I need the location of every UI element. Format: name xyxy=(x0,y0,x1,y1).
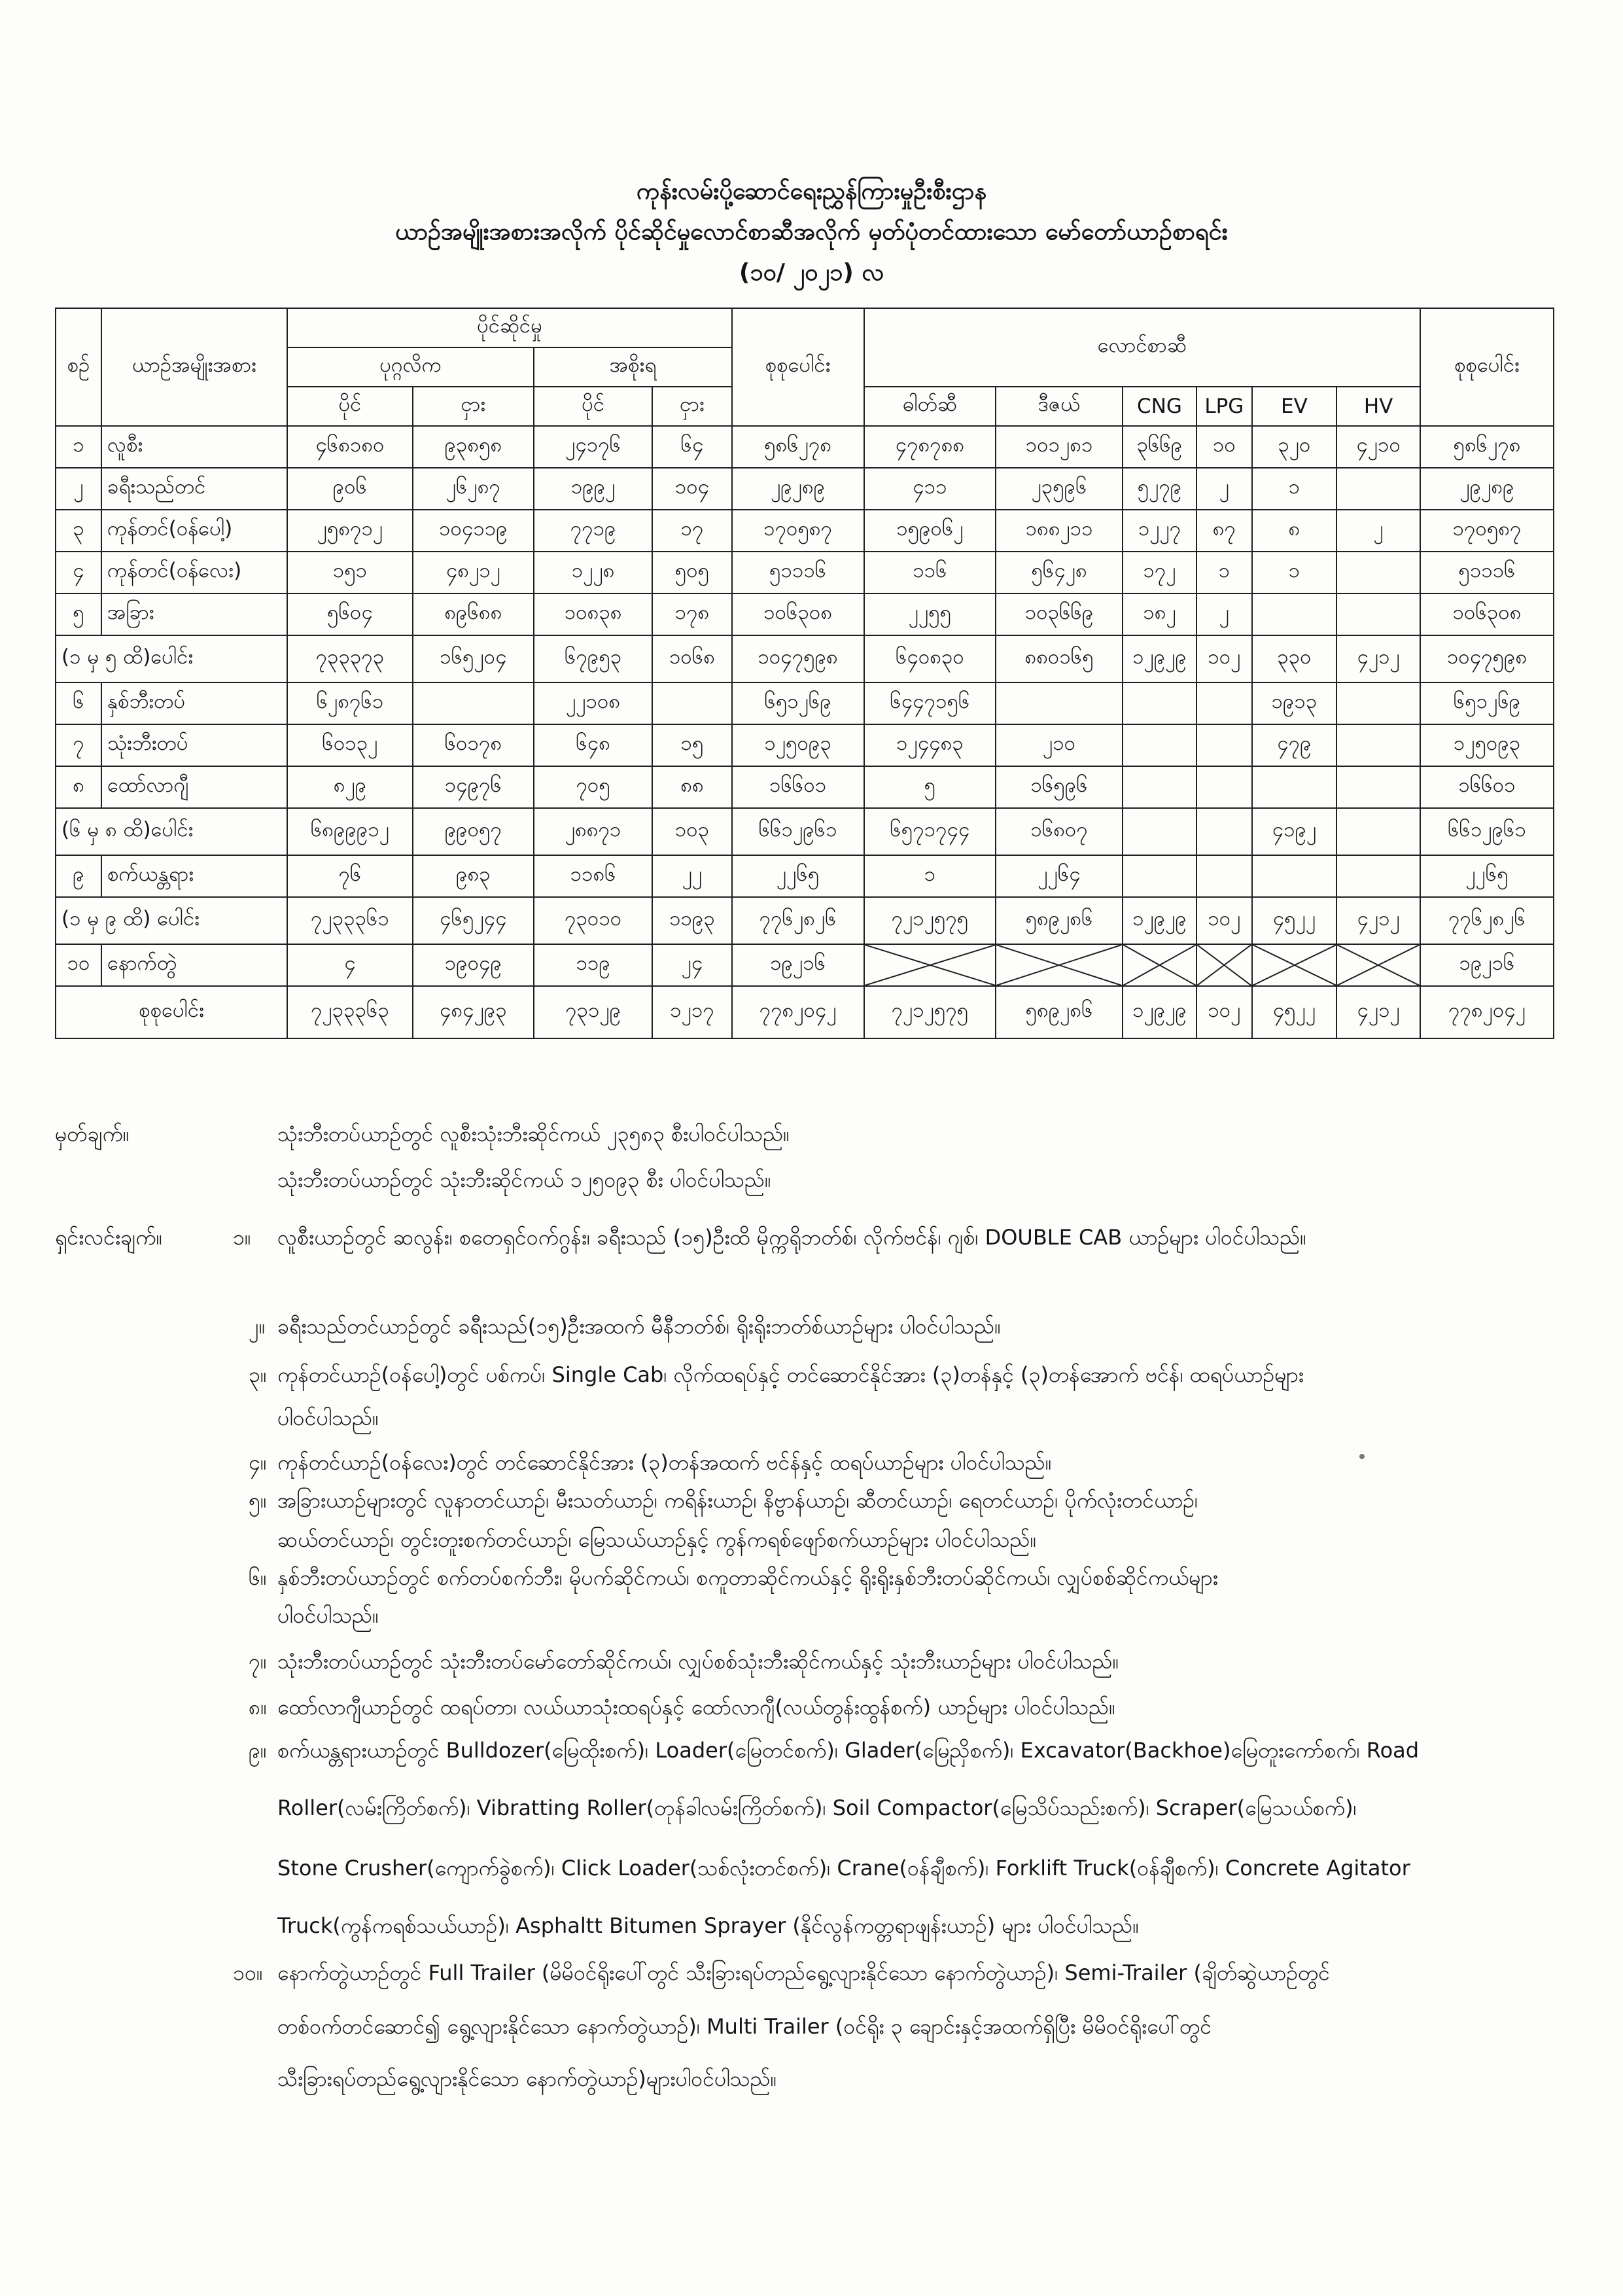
cell-fuel-total: ၁၀၄၇၅၉၈ xyxy=(1420,635,1554,682)
cell-hv xyxy=(1336,766,1420,808)
row-no: ၁၀ xyxy=(56,944,101,986)
cell-ownership-total: ၁၀၄၇၅၉၈ xyxy=(732,635,864,682)
table-row xyxy=(56,766,1554,808)
list-item-number: ၉။ xyxy=(249,1738,267,1763)
cell-govt-hire: ၆၄ xyxy=(652,426,732,468)
header-total: စုစုပေါင်း xyxy=(732,308,864,426)
cell-cng: ၃၆၆၉ xyxy=(1123,426,1196,468)
cell-private-hire: ၄၈၄၂၉၃ xyxy=(413,986,534,1038)
list-item-text: Stone Crusher(ကျောက်ခွဲစက်)၊ Click Loader(သစ်လုံးတင်စက်)၊ Crane(ဝန်ချီစက်)၊ Forklift Truck(ဝန်ချီစက်)၊ Concrete Agitator xyxy=(277,1856,1410,1881)
remark-line: သုံးဘီးတပ်ယာဉ်တွင် လူစီးသုံးဘီးဆိုင်ကယ် ၂၃၅၈၃ စီးပါဝင်ပါသည်။ xyxy=(277,1122,790,1146)
cell-private-hire: ၁၀၄၁၁၉ xyxy=(413,510,534,552)
cell-fuel-total: ၂၉၂၈၉ xyxy=(1420,468,1554,510)
row-vehicle-type: အခြား xyxy=(101,593,287,635)
cell-private-hire xyxy=(413,682,534,724)
cell-govt-own: ၁၉၉၂ xyxy=(534,468,652,510)
list-item-text: အခြားယာဉ်များတွင် လူနာတင်ယာဉ်၊ မီးသတ်ယာဉ်၊ ကရိန်းယာဉ်၊ နိဗ္ဗာန်ယာဉ်၊ ဆီတင်ယာဉ်၊ ရေတင်ယာဉ်၊ ပိုက်လုံးတင်ယာဉ်၊ xyxy=(277,1488,1198,1513)
cell-fuel-total: ၇၇၆၂၈၂၆ xyxy=(1420,897,1554,944)
cell-petrol: ၇၂၁၂၅၇၅ xyxy=(864,897,996,944)
cell-private-own: ၆၀၁၃၂ xyxy=(287,724,413,766)
cell-private-own: ၈၂၉ xyxy=(287,766,413,808)
cell-ev: ၁ xyxy=(1252,552,1337,593)
cell-hv: ၄၂၁၂ xyxy=(1336,635,1420,682)
cell-cng: ၁၈၂ xyxy=(1123,593,1196,635)
header-govt-hire: ငှား xyxy=(652,387,732,426)
cell-ev: ၃၃၀ xyxy=(1252,635,1337,682)
header-total2: စုစုပေါင်း xyxy=(1420,308,1554,426)
row-no: ၇ xyxy=(56,724,101,766)
cell-private-own: ၆၈၉၉၉၁၂ xyxy=(287,808,413,855)
cell-hv: ၄၂၁၂ xyxy=(1336,897,1420,944)
cell-hv xyxy=(1336,468,1420,510)
cell-cng xyxy=(1123,682,1196,724)
cell-diesel: ၅၆၄၂၈ xyxy=(996,552,1123,593)
cell-ev: ၄၅၂၂ xyxy=(1252,986,1337,1038)
list-item-text: ပါဝင်ပါသည်။ xyxy=(277,1405,379,1430)
cell-private-own: ၆၂၈၇၆၁ xyxy=(287,682,413,724)
row-vehicle-type: နှစ်ဘီးတပ် xyxy=(101,682,287,724)
cell-cng xyxy=(1123,808,1196,855)
cell-hv xyxy=(1336,682,1420,724)
cell-govt-own: ၆၄၈ xyxy=(534,724,652,766)
cell-govt-hire: ၁၀၆၈ xyxy=(652,635,732,682)
cell-fuel-total: ၁၀၆၃၀၈ xyxy=(1420,593,1554,635)
cell-petrol: ၁၁၆ xyxy=(864,552,996,593)
cell-govt-own: ၂၈၈၇၁ xyxy=(534,808,652,855)
cell-diesel: ၅၈၉၂၈၆ xyxy=(996,897,1123,944)
cell-diesel: ၁၆၅၉၆ xyxy=(996,766,1123,808)
table-row xyxy=(56,724,1554,766)
list-item-text: ကုန်တင်ယာဉ်(ဝန်ပေါ့)တွင် ပစ်ကပ်၊ Single Cab၊ လိုက်ထရပ်နှင့် တင်ဆောင်နိုင်အား (၃)တန်နှင့် (၃)တန်အောက် ဗင်န်၊ ထရပ်ယာဉ်များ xyxy=(277,1362,1304,1387)
cell-ev: ၄၁၉၂ xyxy=(1252,808,1337,855)
cell-petrol: ၄၇၈၇၈၈ xyxy=(864,426,996,468)
row-no: ၄ xyxy=(56,552,101,593)
list-item-text: သီးခြားရပ်တည်ရွေ့လျားနိုင်သော နောက်တွဲယာဉ်)များပါဝင်ပါသည်။ xyxy=(277,2066,777,2091)
list-item-text: နောက်တွဲယာဉ်တွင် Full Trailer (မိမိဝင်ရိုးပေါ်တွင် သီးခြားရပ်တည်ရွေ့လျားနိုင်သော နောက်တွဲယာဉ်)၊ Semi-Trailer (ချိတ်ဆွဲယာဉ်တွင် xyxy=(277,1960,1330,1985)
cell-govt-hire: ၁၁၉၃ xyxy=(652,897,732,944)
cell-ownership-total: ၆၅၁၂၆၉ xyxy=(732,682,864,724)
cell-diesel: ၅၈၉၂၈၆ xyxy=(996,986,1123,1038)
cell-govt-hire: ၁၀၃ xyxy=(652,808,732,855)
cell-ownership-total: ၁၇၀၅၈၇ xyxy=(732,510,864,552)
cell-diesel: ၁၈၈၂၁၁ xyxy=(996,510,1123,552)
subtotal-label: (၁ မှ ၅ ထိ)ပေါင်း xyxy=(56,635,287,682)
cell-fuel-total: ၅၈၆၂၇၈ xyxy=(1420,426,1554,468)
cell-cng xyxy=(1123,766,1196,808)
header-govt: အစိုးရ xyxy=(534,347,732,387)
list-item-text: တစ်ဝက်တင်ဆောင်၍ ရွေ့လျားနိုင်သော နောက်တွဲယာဉ်)၊ Multi Trailer (ဝင်ရိုး ၃ ချောင်းနှင့်အထက်ရှိပြီး မိမိဝင်ရိုးပေါ်တွင် xyxy=(277,2014,1212,2039)
cell-lpg xyxy=(1196,855,1251,897)
crossed-out-cell xyxy=(996,944,1123,986)
cell-lpg: ၁၀၂ xyxy=(1196,635,1251,682)
cell-govt-own: ၁၀၈၃၈ xyxy=(534,593,652,635)
list-item-number: ၂။ xyxy=(249,1314,266,1339)
cell-govt-own: ၆၇၉၅၃ xyxy=(534,635,652,682)
cell-cng: ၁၂၉၂၉ xyxy=(1123,635,1196,682)
table-row xyxy=(56,855,1554,897)
cell-ev: ၄၅၂၂ xyxy=(1252,897,1337,944)
table-row xyxy=(56,944,1554,986)
cell-govt-own: ၁၁၈၆ xyxy=(534,855,652,897)
department-title: ကုန်းလမ်းပို့ဆောင်ရေးညွှန်ကြားမှုဦးစီးဌာန xyxy=(636,178,987,205)
cell-private-own: ၇၂၃၃၃၆၁ xyxy=(287,897,413,944)
cell-private-hire: ၄၈၂၁၂ xyxy=(413,552,534,593)
cell-ev: ၈ xyxy=(1252,510,1337,552)
document-header xyxy=(0,171,1623,293)
cell-petrol: ၇၂၁၂၅၇၅ xyxy=(864,986,996,1038)
cell-fuel-total: ၅၁၁၁၆ xyxy=(1420,552,1554,593)
list-item-text: Truck(ကွန်ကရစ်သယ်ယာဉ်)၊ Asphaltt Bitumen Sprayer (နိုင်လွန်ကတ္တရာဖျန်းယာဉ်) များ ပါဝင်ပါသည်။ xyxy=(277,1913,1140,1938)
cell-fuel-total: ၆၅၁၂၆၉ xyxy=(1420,682,1554,724)
header-vehicle-type: ယာဉ်အမျိုးအစား xyxy=(101,308,287,426)
cell-ownership-total: ၁၀၆၃၀၈ xyxy=(732,593,864,635)
list-item-text: သုံးဘီးတပ်ယာဉ်တွင် သုံးဘီးတပ်မော်တော်ဆိုင်ကယ်၊ လျှပ်စစ်သုံးဘီးဆိုင်ကယ်နှင့် သုံးဘီးယာဉ်များ ပါဝင်ပါသည်။ xyxy=(277,1649,1119,1674)
cell-ownership-total: ၇၇၆၂၈၂၆ xyxy=(732,897,864,944)
list-item-number: ၁။ xyxy=(233,1225,251,1250)
cell-diesel: ၂၂၆၄ xyxy=(996,855,1123,897)
list-item-text: ဆယ်တင်ယာဉ်၊ တွင်းတူးစက်တင်ယာဉ်၊ မြေသယ်ယာဉ်နှင့် ကွန်ကရစ်ဖျော်စက်ယာဉ်များ ပါဝင်ပါသည်။ xyxy=(277,1527,1037,1552)
row-vehicle-type: ကုန်တင်(ဝန်လေး) xyxy=(101,552,287,593)
cell-ev: ၄၇၉ xyxy=(1252,724,1337,766)
cell-hv xyxy=(1336,593,1420,635)
cell-lpg xyxy=(1196,724,1251,766)
row-vehicle-type: ထော်လာဂျီ xyxy=(101,766,287,808)
cell-lpg xyxy=(1196,682,1251,724)
cell-petrol: ၄၁၁ xyxy=(864,468,996,510)
cell-govt-own: ၇၀၅ xyxy=(534,766,652,808)
cell-private-own: ၅၆၀၄ xyxy=(287,593,413,635)
list-item-text: Roller(လမ်းကြိတ်စက်)၊ Vibratting Roller(တုန်ခါလမ်းကြိတ်စက်)၊ Soil Compactor(မြေသိပ်သည်းစက်)၊ Scraper(မြေသယ်စက်)၊ xyxy=(277,1795,1357,1820)
cell-diesel: ၂၁၀ xyxy=(996,724,1123,766)
cell-ownership-total: ၅၈၆၂၇၈ xyxy=(732,426,864,468)
cell-lpg xyxy=(1196,808,1251,855)
list-item-text: နှစ်ဘီးတပ်ယာဉ်တွင် စက်တပ်စက်ဘီး၊ မိုပက်ဆိုင်ကယ်၊ စကူတာဆိုင်ကယ်နှင့် ရိုးရိုးနှစ်ဘီးတပ်ဆိုင်ကယ်၊ လျှပ်စစ်ဆိုင်ကယ်များ xyxy=(277,1565,1218,1590)
cell-govt-hire xyxy=(652,682,732,724)
cell-fuel-total: ၇၇၈၂၀၄၂ xyxy=(1420,986,1554,1038)
table-row xyxy=(56,552,1554,593)
cell-fuel-total: ၂၂၆၅ xyxy=(1420,855,1554,897)
cell-cng: ၁၂၉၂၉ xyxy=(1123,986,1196,1038)
cell-private-hire: ၁၆၅၂၀၄ xyxy=(413,635,534,682)
cell-diesel: ၂၃၅၉၆ xyxy=(996,468,1123,510)
list-item-number: ၁၀။ xyxy=(233,1960,263,1985)
cell-govt-own: ၂၄၁၇၆ xyxy=(534,426,652,468)
subtotal-label: (၆ မှ ၈ ထိ)ပေါင်း xyxy=(56,808,287,855)
list-item-number: ၇။ xyxy=(249,1649,267,1674)
subtotal-label: (၁ မှ ၉ ထိ) ပေါင်း xyxy=(56,897,287,944)
cell-petrol: ၅ xyxy=(864,766,996,808)
explanation-label: ရှင်းလင်းချက်။ xyxy=(55,1225,163,1250)
list-item-text: လူစီးယာဉ်တွင် ဆလွန်း၊ စတေရှင်ဝက်ဂွန်း၊ ခရီးသည် (၁၅)ဦးထိ မိုက္ကရိုဘတ်စ်၊ လိုက်ဗင်န်၊ ဂျစ်၊ DOUBLE CAB ယာဉ်များ ပါဝင်ပါသည်။ xyxy=(277,1225,1306,1250)
row-no: ၂ xyxy=(56,468,101,510)
cell-diesel: ၁၀၁၂၈၁ xyxy=(996,426,1123,468)
cell-ownership-total: ၇၇၈၂၀၄၂ xyxy=(732,986,864,1038)
row-vehicle-type: သုံးဘီးတပ် xyxy=(101,724,287,766)
cell-govt-hire: ၂၂ xyxy=(652,855,732,897)
cell-private-own: ၄ xyxy=(287,944,413,986)
cell-fuel-total: ၁၆၆၀၁ xyxy=(1420,766,1554,808)
row-vehicle-type: ကုန်တင်(ဝန်ပေါ့) xyxy=(101,510,287,552)
cell-ownership-total: ၂၂၆၅ xyxy=(732,855,864,897)
crossed-out-cell xyxy=(1336,944,1420,986)
cell-petrol: ၁၂၄၄၈၃ xyxy=(864,724,996,766)
cell-private-own: ၇၂၃၃၃၆၃ xyxy=(287,986,413,1038)
cell-govt-own: ၁၂၂၈ xyxy=(534,552,652,593)
header-diesel: ဒီဇယ် xyxy=(996,387,1123,426)
cell-ev: ၁ xyxy=(1252,468,1337,510)
cell-lpg xyxy=(1196,766,1251,808)
cell-private-own: ၁၅၁ xyxy=(287,552,413,593)
cell-ownership-total: ၂၉၂၈၉ xyxy=(732,468,864,510)
header-lpg: LPG xyxy=(1196,387,1251,426)
cell-cng: ၁၂၉၂၉ xyxy=(1123,897,1196,944)
cell-lpg: ၁၀၂ xyxy=(1196,986,1251,1038)
cell-govt-hire: ၁၂၁၇ xyxy=(652,986,732,1038)
header-no: စဉ် xyxy=(56,308,101,426)
list-item-number: ၃။ xyxy=(249,1362,267,1387)
cell-lpg: ၈၇ xyxy=(1196,510,1251,552)
header-fuel: လောင်စာဆီ xyxy=(864,308,1421,387)
cell-hv: ၄၂၁၀ xyxy=(1336,426,1420,468)
list-item-text: ပါဝင်ပါသည်။ xyxy=(277,1603,379,1628)
cell-govt-hire: ၅၀၅ xyxy=(652,552,732,593)
table-row xyxy=(56,682,1554,724)
cell-lpg: ၂ xyxy=(1196,468,1251,510)
cell-ownership-total: ၅၁၁၁၆ xyxy=(732,552,864,593)
scan-speck xyxy=(1359,1454,1365,1459)
header-govt-own: ပိုင် xyxy=(534,387,652,426)
cell-ownership-total: ၁၉၂၁၆ xyxy=(732,944,864,986)
table-row xyxy=(56,468,1554,510)
cell-hv: ၄၂၁၂ xyxy=(1336,986,1420,1038)
cell-petrol: ၆၅၇၁၇၄၄ xyxy=(864,808,996,855)
list-item-text: ခရီးသည်တင်ယာဉ်တွင် ခရီးသည်(၁၅)ဦးအထက် မီနီဘတ်စ်၊ ရိုးရိုးဘတ်စ်ယာဉ်များ ပါဝင်ပါသည်။ xyxy=(277,1314,1001,1339)
cell-cng: ၁၂၂၇ xyxy=(1123,510,1196,552)
cell-petrol: ၂၂၅၅ xyxy=(864,593,996,635)
header-petrol: ဓါတ်ဆီ xyxy=(864,387,996,426)
cell-cng xyxy=(1123,724,1196,766)
cell-ownership-total: ၆၆၁၂၉၆၁ xyxy=(732,808,864,855)
list-item-number: ၆။ xyxy=(249,1565,267,1590)
cell-ownership-total: ၁၆၆၀၁ xyxy=(732,766,864,808)
cell-hv xyxy=(1336,855,1420,897)
list-item-text: ကုန်တင်ယာဉ်(ဝန်လေး)တွင် တင်ဆောင်နိုင်အား (၃)တန်အထက် ဗင်န်နှင့် ထရပ်ယာဉ်များ ပါဝင်ပါသည်။ xyxy=(277,1450,1052,1475)
vehicle-registration-table xyxy=(55,308,1554,1039)
header-hv: HV xyxy=(1336,387,1420,426)
header-cng: CNG xyxy=(1123,387,1196,426)
cell-govt-hire: ၁၇ xyxy=(652,510,732,552)
remark-line: သုံးဘီးတပ်ယာဉ်တွင် သုံးဘီးဆိုင်ကယ် ၁၂၅၀၉၃ စီး ပါဝင်ပါသည်။ xyxy=(277,1167,771,1192)
cell-lpg: ၁ xyxy=(1196,552,1251,593)
cell-govt-own: ၇၃၀၁၀ xyxy=(534,897,652,944)
cell-private-own: ၂၅၈၇၁၂ xyxy=(287,510,413,552)
cell-private-own: ၉၀၆ xyxy=(287,468,413,510)
cell-petrol: ၆၄၀၈၃၀ xyxy=(864,635,996,682)
cell-ev xyxy=(1252,855,1337,897)
cell-lpg: ၂ xyxy=(1196,593,1251,635)
cell-ev: ၁၉၁၃ xyxy=(1252,682,1337,724)
cell-govt-hire: ၁၀၄ xyxy=(652,468,732,510)
cell-hv: ၂ xyxy=(1336,510,1420,552)
row-vehicle-type: နောက်တွဲ xyxy=(101,944,287,986)
grand-total-label: စုစုပေါင်း xyxy=(56,986,287,1038)
cell-private-hire: ၉၈၃ xyxy=(413,855,534,897)
cell-ownership-total: ၁၂၅၀၉၃ xyxy=(732,724,864,766)
header-ev: EV xyxy=(1252,387,1337,426)
cell-diesel: ၁၆၈၀၇ xyxy=(996,808,1123,855)
cell-private-own: ၇၆ xyxy=(287,855,413,897)
cell-ev: ၃၂၀ xyxy=(1252,426,1337,468)
list-item-number: ၈။ xyxy=(249,1695,267,1720)
crossed-out-cell xyxy=(1196,944,1251,986)
cell-diesel: ၈၈၀၁၆၅ xyxy=(996,635,1123,682)
crossed-out-cell xyxy=(1252,944,1337,986)
cell-private-hire: ၈၉၆၈၈ xyxy=(413,593,534,635)
cell-ev xyxy=(1252,593,1337,635)
cell-petrol: ၁၅၉၀၆၂ xyxy=(864,510,996,552)
header-private-hire: ငှား xyxy=(413,387,534,426)
cell-govt-own: ၁၁၉ xyxy=(534,944,652,986)
list-item-text: ထော်လာဂျီယာဉ်တွင် ထရပ်တာ၊ လယ်ယာသုံးထရပ်နှင့် ထော်လာဂျီ(လယ်တွန်းထွန်စက်) ယာဉ်များ ပါဝင်ပါသည်။ xyxy=(277,1695,1115,1720)
table-row xyxy=(56,426,1554,468)
subtotal-row xyxy=(56,808,1554,855)
header-private: ပုဂ္ဂလိက xyxy=(287,347,534,387)
row-vehicle-type: စက်ယန္တရား xyxy=(101,855,287,897)
cell-govt-own: ၇၇၁၉ xyxy=(534,510,652,552)
header-private-own: ပိုင် xyxy=(287,387,413,426)
cell-govt-hire: ၁၇၈ xyxy=(652,593,732,635)
cell-govt-hire: ၈၈ xyxy=(652,766,732,808)
row-no: ၈ xyxy=(56,766,101,808)
row-vehicle-type: လူစီး xyxy=(101,426,287,468)
report-period: (၁၀/ ၂၀၂၁) လ xyxy=(739,259,884,286)
cell-ev xyxy=(1252,766,1337,808)
remark-label: မှတ်ချက်။ xyxy=(55,1122,130,1146)
row-no: ၉ xyxy=(56,855,101,897)
row-no: ၅ xyxy=(56,593,101,635)
cell-lpg: ၁၀၂ xyxy=(1196,897,1251,944)
table-row xyxy=(56,510,1554,552)
cell-private-hire: ၉၃၈၅၈ xyxy=(413,426,534,468)
cell-fuel-total: ၆၆၁၂၉၆၁ xyxy=(1420,808,1554,855)
list-item-number: ၅။ xyxy=(249,1488,267,1513)
cell-govt-own: ၇၃၁၂၉ xyxy=(534,986,652,1038)
cell-private-hire: ၁၉၀၄၉ xyxy=(413,944,534,986)
row-vehicle-type: ခရီးသည်တင် xyxy=(101,468,287,510)
cell-private-hire: ၉၉၀၅၇ xyxy=(413,808,534,855)
cell-govt-hire: ၁၅ xyxy=(652,724,732,766)
cell-govt-own: ၂၂၁၀၈ xyxy=(534,682,652,724)
cell-fuel-total: ၁၇၀၅၈၇ xyxy=(1420,510,1554,552)
cell-hv xyxy=(1336,552,1420,593)
cell-diesel: ၁၀၃၆၆၉ xyxy=(996,593,1123,635)
cell-hv xyxy=(1336,808,1420,855)
row-no: ၆ xyxy=(56,682,101,724)
report-title: ယာဉ်အမျိုးအစားအလိုက် ပိုင်ဆိုင်မှုလောင်စာဆီအလိုက် မှတ်ပုံတင်ထားသော မော်တော်ယာဉ်စာရင်း xyxy=(395,219,1228,245)
cell-hv xyxy=(1336,724,1420,766)
grand-total-row xyxy=(56,986,1554,1038)
cell-fuel-total: ၁၉၂၁၆ xyxy=(1420,944,1554,986)
cell-petrol: ၁ xyxy=(864,855,996,897)
crossed-out-cell xyxy=(1123,944,1196,986)
cell-private-hire: ၁၄၉၇၆ xyxy=(413,766,534,808)
table-row xyxy=(56,593,1554,635)
cell-lpg: ၁၀ xyxy=(1196,426,1251,468)
row-no: ၁ xyxy=(56,426,101,468)
cell-cng: ၅၂၇၉ xyxy=(1123,468,1196,510)
cell-diesel xyxy=(996,682,1123,724)
cell-private-own: ၇၃၃၃၇၃ xyxy=(287,635,413,682)
subtotal-row xyxy=(56,635,1554,682)
cell-cng xyxy=(1123,855,1196,897)
cell-private-hire: ၆၀၁၇၈ xyxy=(413,724,534,766)
cell-private-hire: ၄၆၅၂၄၄ xyxy=(413,897,534,944)
cell-govt-hire: ၂၄ xyxy=(652,944,732,986)
list-item-text: စက်ယန္တရားယာဉ်တွင် Bulldozer(မြေထိုးစက်)၊ Loader(မြေတင်စက်)၊ Glader(မြေညှိစက်)၊ Excavator(Backhoe)မြေတူးကော်စက်၊ Road xyxy=(277,1738,1420,1763)
cell-fuel-total: ၁၂၅၀၉၃ xyxy=(1420,724,1554,766)
crossed-out-cell xyxy=(864,944,996,986)
list-item-number: ၄။ xyxy=(249,1450,267,1475)
header-ownership: ပိုင်ဆိုင်မှု xyxy=(287,308,732,347)
cell-petrol: ၆၄၄၇၁၅၆ xyxy=(864,682,996,724)
cell-cng: ၁၇၂ xyxy=(1123,552,1196,593)
row-no: ၃ xyxy=(56,510,101,552)
cell-private-hire: ၂၆၂၈၇ xyxy=(413,468,534,510)
cell-private-own: ၄၆၈၁၈၀ xyxy=(287,426,413,468)
subtotal-row xyxy=(56,897,1554,944)
